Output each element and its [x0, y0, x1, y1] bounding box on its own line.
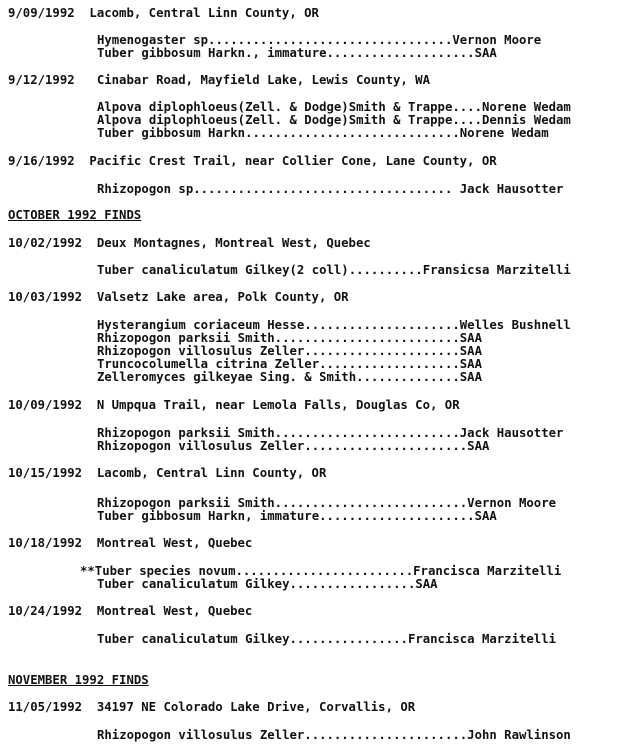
section-heading: OCTOBER 1992 FINDS: [8, 208, 142, 222]
find-entry: Rhizopogon parksii Smith.........................SAA: [97, 331, 482, 345]
find-date-location: 10/09/1992 N Umpqua Trail, near Lemola Falls, Douglas Co, OR: [8, 398, 460, 412]
find-entry: **Tuber species novum........................Francisca Marzitelli: [80, 564, 562, 578]
find-entry: Tuber canaliculatum Gilkey................Francisca Marzitelli: [97, 632, 557, 646]
find-date-location: 10/15/1992 Lacomb, Central Linn County, OR: [8, 466, 327, 480]
find-date-location: 9/12/1992 Cinabar Road, Mayfield Lake, Lewis County, WA: [8, 73, 430, 87]
find-entry: Rhizopogon villosulus Zeller......................John Rawlinson: [97, 728, 571, 742]
find-date-location: 10/03/1992 Valsetz Lake area, Polk County, OR: [8, 290, 349, 304]
find-date-location: 9/09/1992 Lacomb, Central Linn County, OR: [8, 6, 319, 20]
find-date-location: 11/05/1992 34197 NE Colorado Lake Drive, Corvallis, OR: [8, 700, 416, 714]
find-date-location: 10/18/1992 Montreal West, Quebec: [8, 536, 253, 550]
find-entry: Hymenogaster sp.................................Vernon Moore: [97, 33, 542, 47]
find-entry: Rhizopogon sp................................... Jack Hausotter: [97, 182, 564, 196]
find-entry: Tuber gibbosum Harkn, immature.....................SAA: [97, 509, 497, 523]
find-entry: Alpova diplophloeus(Zell. & Dodge)Smith & Trappe....Norene Wedam: [97, 100, 571, 114]
find-date-location: 10/02/1992 Deux Montagnes, Montreal West, Quebec: [8, 236, 371, 250]
find-entry: Tuber canaliculatum Gilkey(2 coll)..........Fransicsa Marzitelli: [97, 263, 571, 277]
find-entry: Hysterangium coriaceum Hesse.....................Welles Bushnell: [97, 318, 571, 332]
find-entry: Tuber gibbosum Harkn.............................Norene Wedam: [97, 126, 549, 140]
section-heading: NOVEMBER 1992 FINDS: [8, 673, 149, 687]
find-entry: Rhizopogon villosulus Zeller.....................SAA: [97, 344, 482, 358]
find-date-location: 10/24/1992 Montreal West, Quebec: [8, 604, 253, 618]
find-entry: Truncocolumella citrina Zeller...................SAA: [97, 357, 482, 371]
find-entry: Rhizopogon parksii Smith..........................Vernon Moore: [97, 496, 557, 510]
find-entry: Alpova diplophloeus(Zell. & Dodge)Smith & Trappe....Dennis Wedam: [97, 113, 571, 127]
find-entry: Rhizopogon villosulus Zeller......................SAA: [97, 439, 490, 453]
find-entry: Tuber gibbosum Harkn., immature....................SAA: [97, 46, 497, 60]
find-date-location: 9/16/1992 Pacific Crest Trail, near Collier Cone, Lane County, OR: [8, 154, 497, 168]
find-entry: Rhizopogon parksii Smith.........................Jack Hausotter: [97, 426, 564, 440]
find-entry: Zelleromyces gilkeyae Sing. & Smith..............SAA: [97, 370, 482, 384]
find-entry: Tuber canaliculatum Gilkey.................SAA: [97, 577, 438, 591]
